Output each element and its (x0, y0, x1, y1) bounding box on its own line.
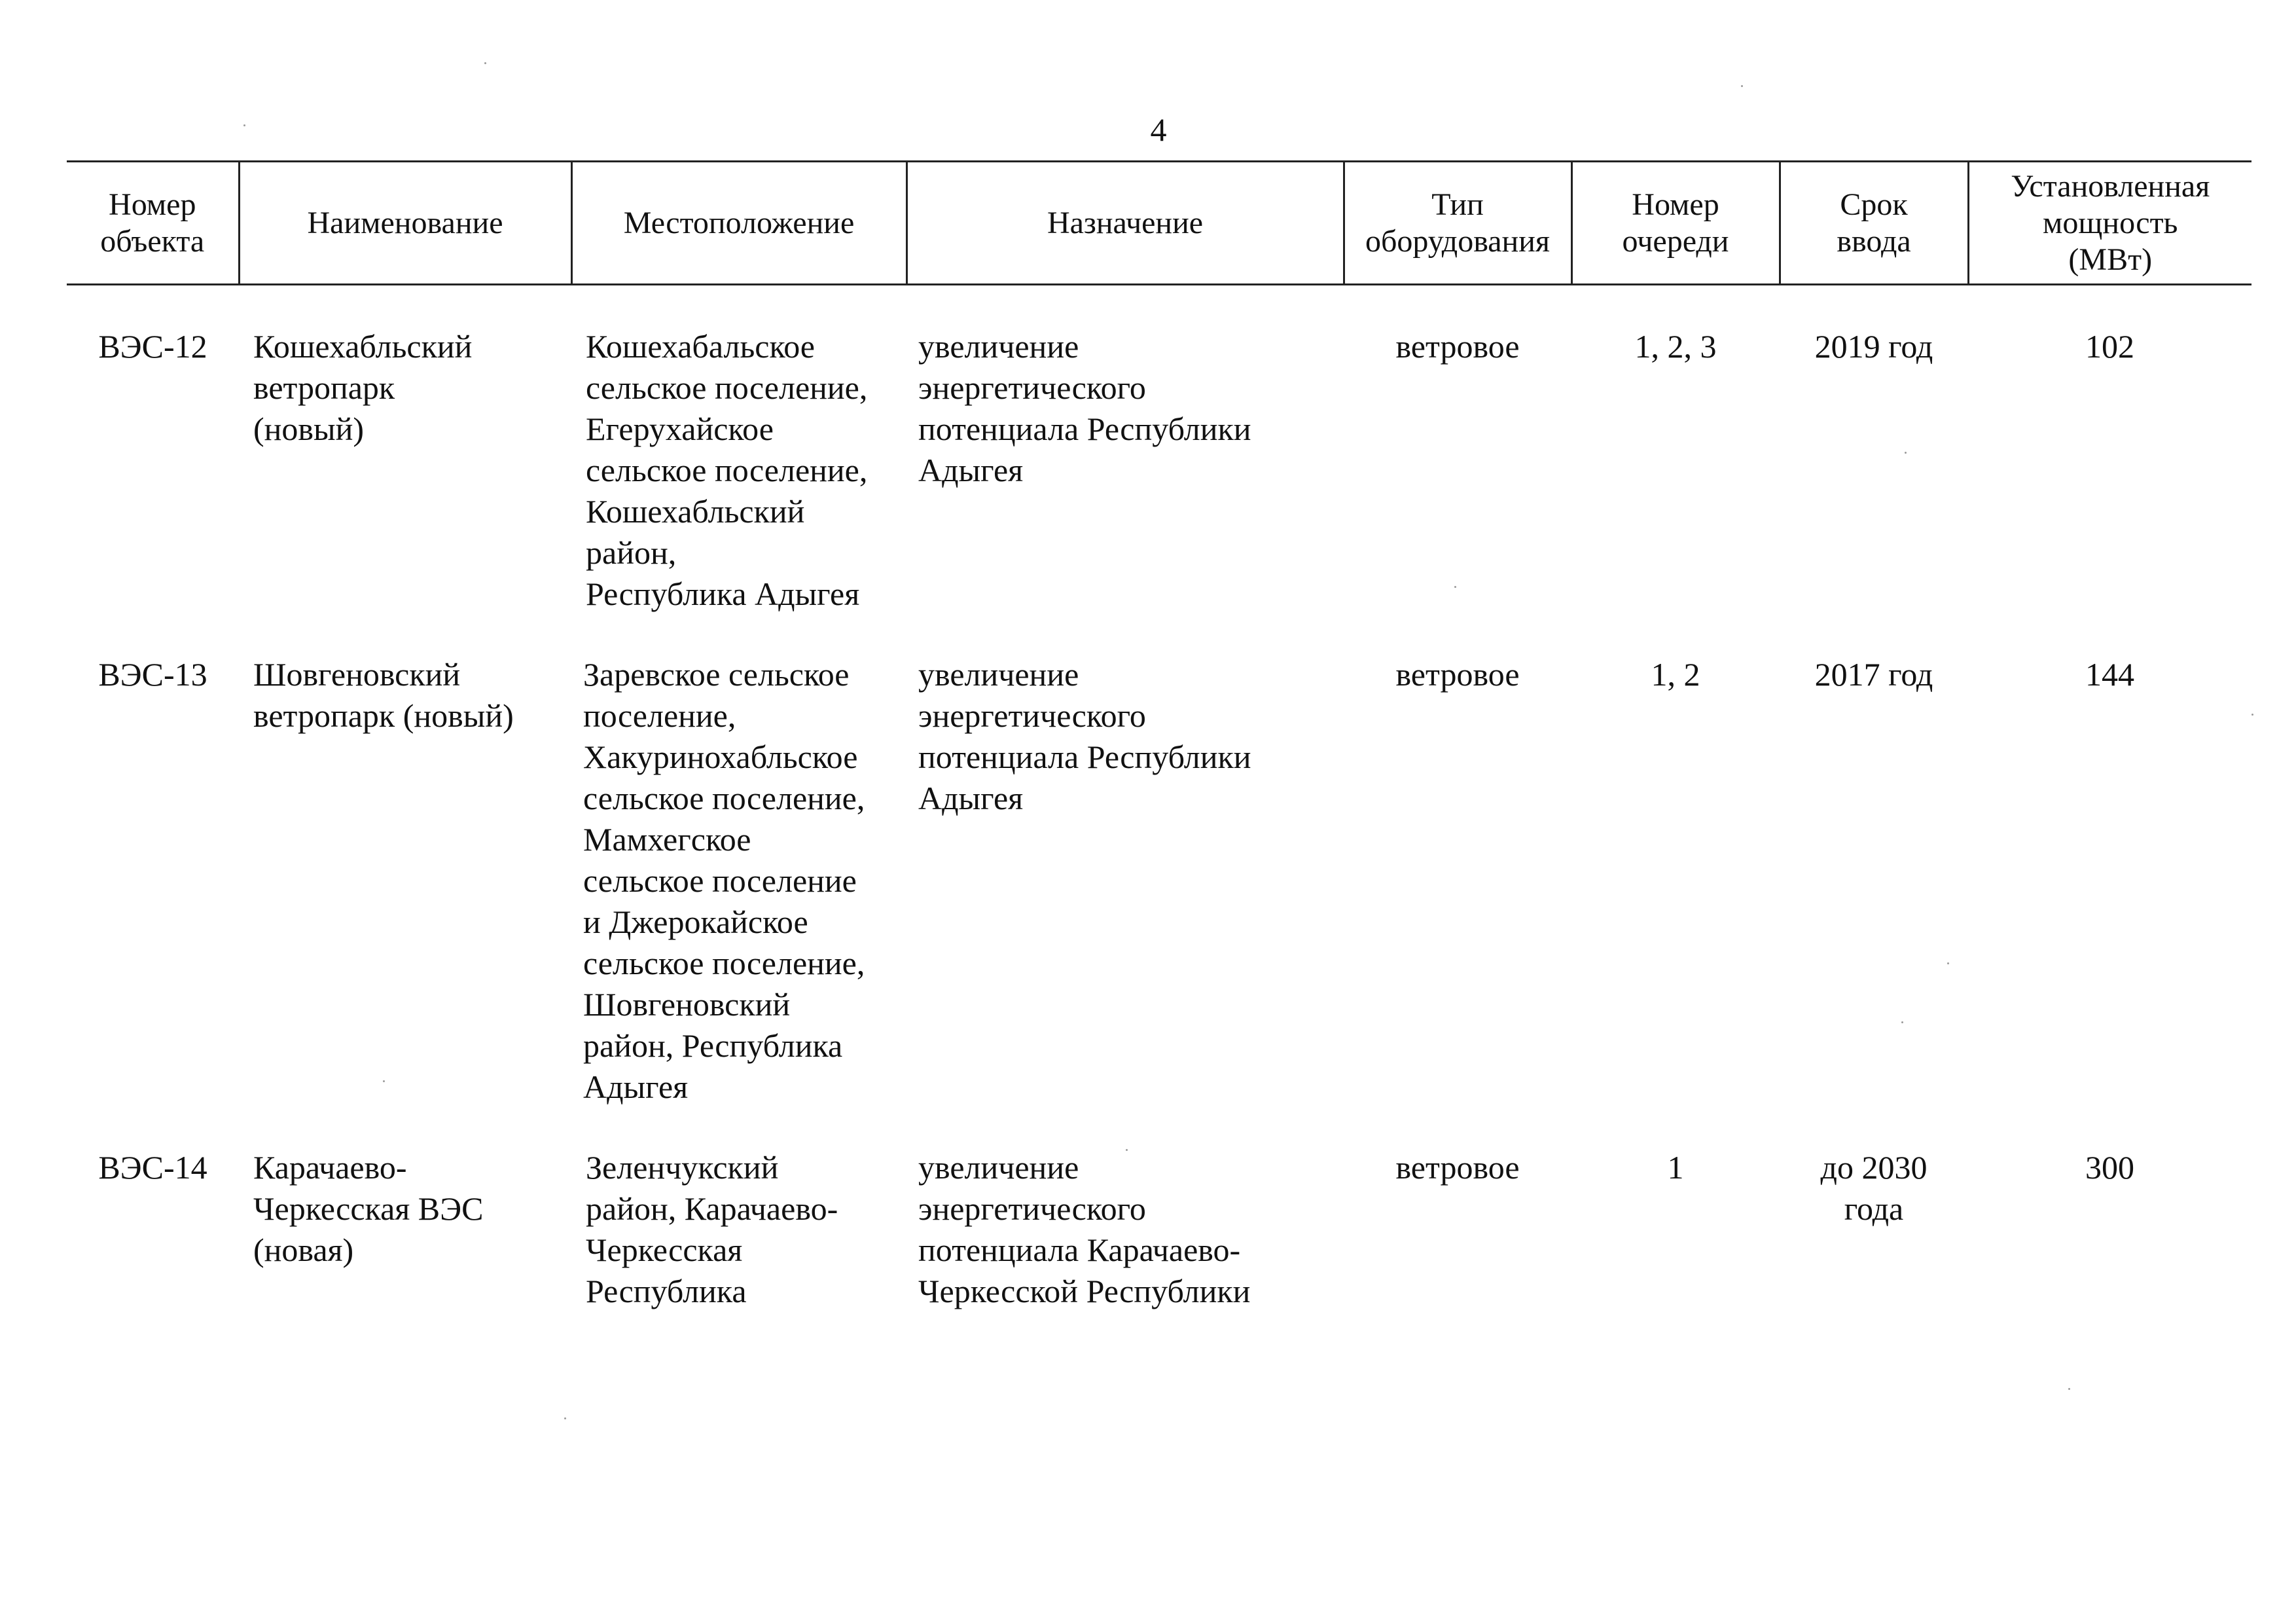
header-object-number: Номер объекта (67, 162, 239, 285)
cell-stage-number: 1, 2, 3 (1634, 328, 1717, 365)
cell-installed-capacity: 144 (2085, 656, 2134, 693)
cell-location: Зеленчукский район, Карачаево- Черкесская Республика (586, 1149, 838, 1309)
cell-name: Кошехабльский ветропарк (новый) (253, 328, 473, 447)
cell-installed-capacity: 300 (2085, 1149, 2134, 1186)
scan-speck (1126, 1149, 1128, 1151)
cell-equipment-type: ветровое (1395, 328, 1520, 365)
header-commission-term: Срок ввода (1780, 162, 1968, 285)
scan-speck (1454, 586, 1456, 588)
scan-speck (1947, 962, 1949, 964)
header-equipment-type: Тип оборудования (1344, 162, 1571, 285)
table-header-row (67, 162, 2251, 285)
scan-speck (1741, 85, 1743, 87)
page-number: 4 (1150, 111, 1167, 148)
cell-name: Карачаево- Черкесская ВЭС (новая) (253, 1149, 484, 1268)
cell-purpose: увеличение энергетического потенциала Республики Адыгея (918, 328, 1251, 488)
scan-speck (383, 1080, 385, 1082)
cell-purpose: увеличение энергетического потенциала Карачаево- Черкесской Республики (918, 1149, 1251, 1309)
scan-speck (484, 62, 486, 64)
header-installed-capacity: Установленная мощность (МВт) (1968, 162, 2251, 285)
table-row (67, 1108, 2251, 1312)
cell-object-number: ВЭС-14 (98, 1149, 207, 1186)
cell-commission-term: 2017 год (1814, 656, 1933, 693)
header-location: Местоположение (571, 162, 906, 285)
scan-speck (2068, 1388, 2070, 1390)
header-stage-number: Номер очереди (1571, 162, 1780, 285)
header-purpose: Назначение (906, 162, 1344, 285)
cell-stage-number: 1 (1667, 1149, 1684, 1186)
cell-location: Кошехабальское сельское поселение, Егерухайское сельское поселение, Кошехабльский район, Республика Адыгея (586, 328, 868, 612)
cell-commission-term: до 2030 года (1820, 1149, 1928, 1227)
cell-equipment-type: ветровое (1395, 1149, 1520, 1186)
cell-name: Шовгеновский ветропарк (новый) (253, 656, 514, 734)
facilities-table-grid (67, 160, 2251, 1312)
cell-purpose: увеличение энергетического потенциала Республики Адыгея (918, 656, 1251, 816)
scan-speck (1901, 1021, 1903, 1023)
cell-object-number: ВЭС-12 (98, 328, 207, 365)
cell-object-number: ВЭС-13 (98, 656, 207, 693)
table-row (67, 615, 2251, 1108)
cell-installed-capacity: 102 (2085, 328, 2134, 365)
cell-stage-number: 1, 2 (1651, 656, 1700, 693)
table-row (67, 285, 2251, 615)
cell-equipment-type: ветровое (1395, 656, 1520, 693)
scan-speck (2251, 714, 2253, 716)
scan-speck (1905, 452, 1907, 454)
header-name: Наименование (239, 162, 571, 285)
cell-location: Заревское сельское поселение, Хакуринохабльское сельское поселение, Мамхегское сельское поселение и Джерокайское сельское поселение, Шовгеновский район, Республика Адыгея (583, 656, 865, 1105)
cell-commission-term: 2019 год (1814, 328, 1933, 365)
scan-speck (564, 1417, 566, 1419)
facilities-table (67, 160, 2251, 1312)
scan-speck (243, 124, 245, 126)
